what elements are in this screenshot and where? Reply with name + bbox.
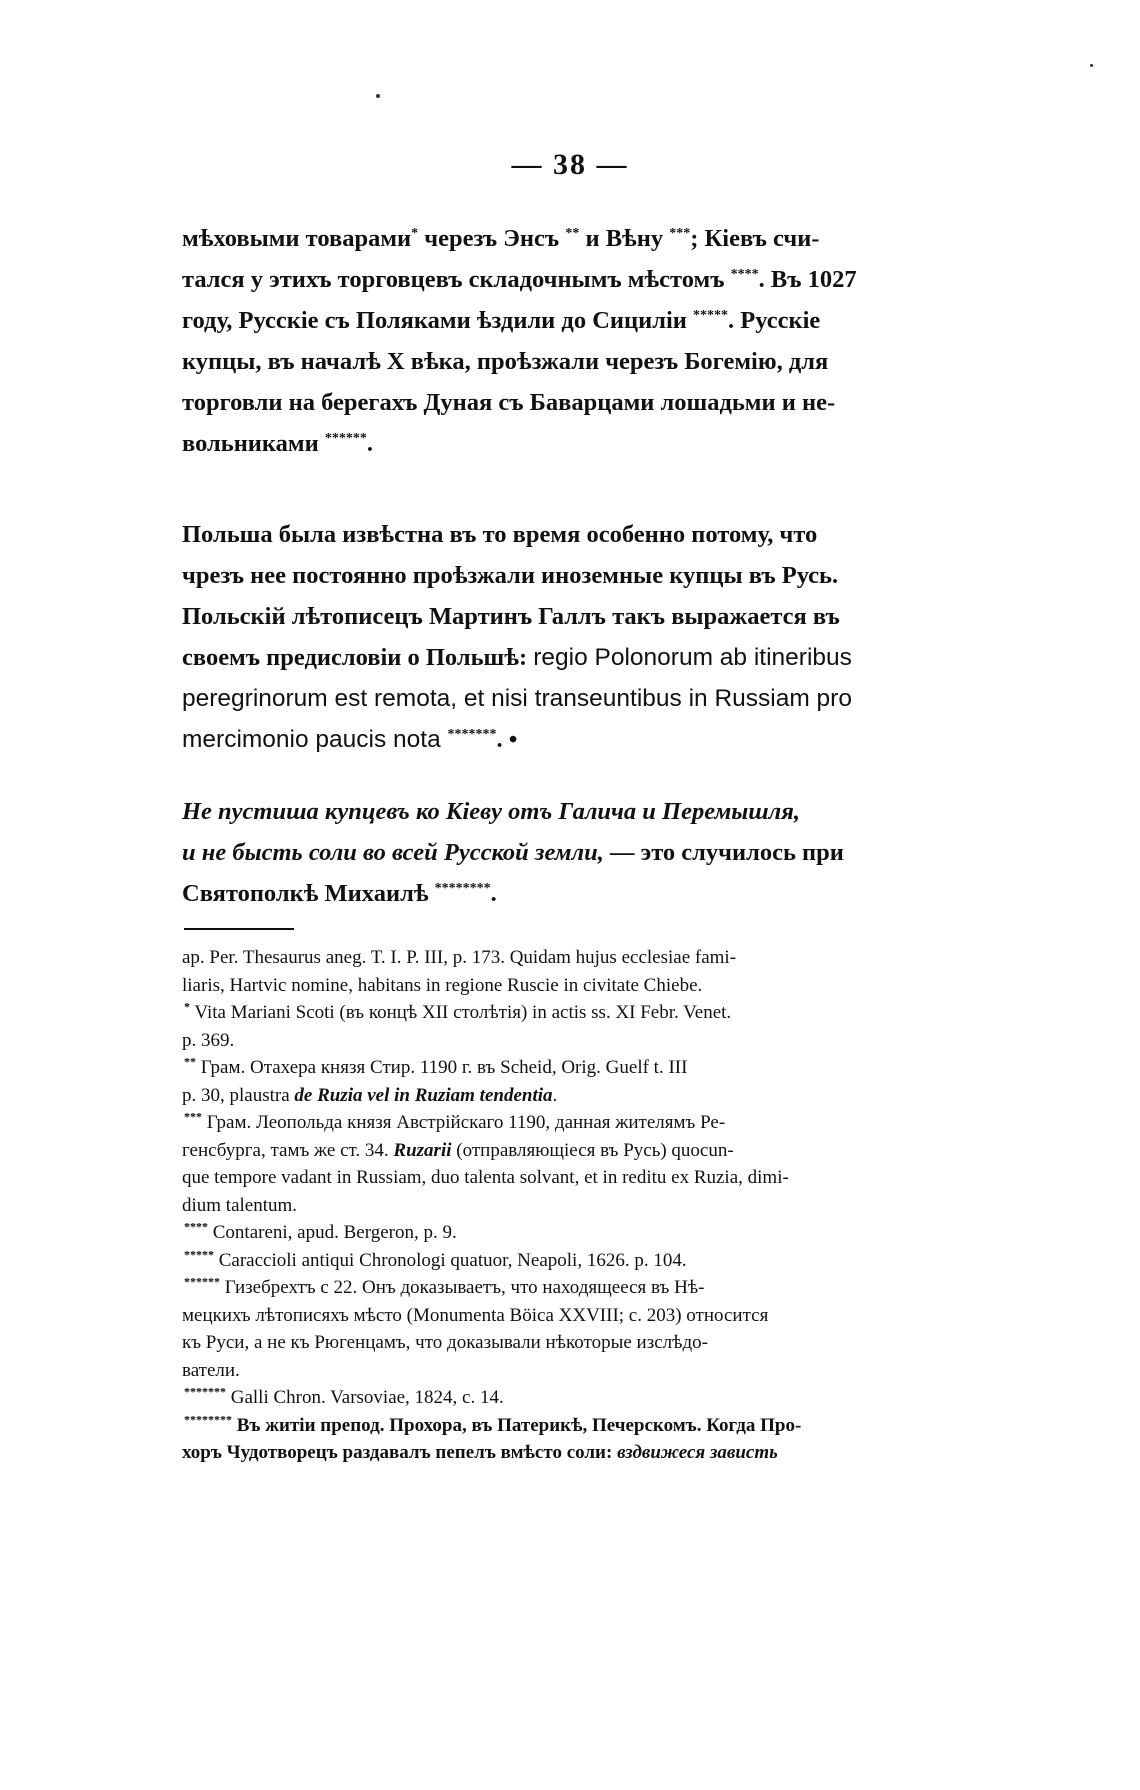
footnote-marker: ****** [324, 430, 367, 446]
footnote-line: p. 369. [182, 1029, 235, 1051]
text-span: Contareni, apud. Bergeron, p. 9. [208, 1222, 457, 1243]
text-line: Польша была извѣстна въ то время особенно потому, что [182, 521, 818, 548]
text-span: Святополкѣ Михаилѣ [182, 880, 435, 907]
paragraph-trade-routes [182, 218, 1012, 464]
text-line: торговли на берегахъ Дуная съ Баварцами лошадьми и не- [182, 389, 836, 416]
text-line: купцы, въ началѣ X вѣка, проѣзжали черезъ Богемію, для [182, 348, 829, 375]
text-span: . [490, 880, 497, 907]
footnote-marker: **** [184, 1219, 208, 1234]
text-line [182, 637, 1012, 678]
footnote-marker: **** [730, 266, 759, 282]
chronicle-quote: вздвижеся зависть [617, 1442, 778, 1463]
footnote-line: ватели. [182, 1359, 240, 1381]
footnote-line [182, 1137, 1012, 1165]
text-line [182, 259, 1012, 300]
text-span: хоръ Чудотворецъ раздавалъ пепелъ вмѣсто соли: [182, 1442, 618, 1463]
text-span: Грам. Отахера князя Стир. 1190 г. въ Scheid, Orig. Guelf t. III [196, 1057, 688, 1078]
footnote-marker: * [184, 999, 190, 1014]
footnote-line [182, 1219, 1012, 1247]
footnote-marker: ***** [693, 307, 729, 323]
latin-quote: mercimonio paucis nota [182, 726, 448, 753]
text-span: Caraccioli antiqui Chronologi quatuor, Neapoli, 1626. p. 104. [214, 1249, 687, 1271]
text-span: тался у этихъ торговцевъ складочнымъ мѣстомъ [182, 266, 731, 293]
text-span: (отправляющіеся въ Русь) quocun- [451, 1139, 734, 1161]
latin-quote: regio Polonorum ab itineribus [533, 644, 852, 671]
text-span: Galli Chron. Varsoviae, 1824, c. 14. [226, 1387, 504, 1408]
text-span: ; Кіевъ счи- [690, 225, 820, 252]
text-span: Въ житіи препод. Прохора, въ Патерикѣ, Печерскомъ. Когда Про- [232, 1414, 802, 1436]
chronicle-quote-line: Не пустиша купцевъ ко Кіеву отъ Галича и Перемышля, [182, 798, 800, 825]
text-span: черезъ Энсъ [418, 225, 566, 252]
footnote-line: dium talentum. [182, 1194, 298, 1216]
text-line [182, 873, 1012, 914]
footnote-line [182, 999, 1012, 1027]
footnote-line [182, 1384, 1012, 1412]
text-span: . [366, 430, 373, 457]
text-span: своемъ предисловіи о Польшѣ: [182, 644, 534, 671]
text-line: Польскій лѣтописецъ Мартинъ Галлъ такъ выражается въ [182, 603, 840, 630]
text-line [182, 832, 1012, 873]
text-span: — это случилось при [603, 839, 844, 866]
text-span: году, Русскіе съ Поляками ѣздили до Сициліи [182, 307, 694, 334]
text-span: . Въ 1027 [758, 266, 857, 293]
paragraph-poland [182, 514, 1012, 760]
footnote-marker: * [411, 225, 419, 241]
footnote-line [182, 1274, 1012, 1302]
ink-speck [1090, 64, 1093, 67]
chronicle-quote: и не бысть соли во всей Русской земли, [182, 839, 604, 866]
text-line [182, 423, 1012, 464]
page-number: — 38 — [511, 148, 629, 181]
footnote-line [182, 1054, 1012, 1082]
latin-quote-line: peregrinorum est remota, et nisi transeuntibus in Russiam pro [182, 685, 852, 712]
text-span: . • [496, 726, 518, 753]
footnote-marker: ******** [434, 880, 491, 896]
footnote-marker: ******* [447, 726, 497, 742]
text-span: и Вѣну [579, 225, 670, 252]
latin-quote: de Ruzia vel in Ruziam tendentia [294, 1084, 553, 1106]
footnote-marker: ****** [184, 1274, 220, 1289]
footnote-line [182, 1109, 1012, 1137]
footnote-line: que tempore vadant in Russiam, duo talenta solvant, et in reditu ex Ruzia, dimi- [182, 1167, 789, 1188]
text-line [182, 300, 1012, 341]
text-span: вольниками [182, 430, 325, 457]
footnote-marker: ** [565, 225, 580, 241]
footnote-line: мецкихъ лѣтописяхъ мѣсто (Monumenta Böica XXVIII; с. 203) относится [182, 1304, 769, 1326]
footnote-marker: *** [669, 225, 691, 241]
text-span: p. 30, plaustra [182, 1084, 295, 1106]
text-line [182, 719, 1012, 760]
paragraph-chronicle-quote [182, 791, 1012, 914]
text-span: . [552, 1084, 558, 1106]
footnote-line: liaris, Hartvic nomine, habitans in regione Ruscie in civitate Chiebe. [182, 974, 703, 996]
footnote-line [182, 1082, 1012, 1110]
footnote-line: ap. Per. Thesaurus aneg. T. I. P. III, p. 173. Quidam hujus ecclesiae fami- [182, 947, 737, 968]
footnote-line [182, 1247, 1012, 1275]
text-span: Грам. Леопольда князя Австрійскаго 1190, данная жителямъ Ре- [202, 1112, 726, 1133]
text-span: мѣховыми товарами [182, 225, 412, 252]
text-span: Гизебрехтъ с 22. Онъ доказываетъ, что находящееся въ Нѣ- [220, 1277, 705, 1298]
footnote-marker: ** [184, 1054, 196, 1069]
footnote-divider [184, 928, 294, 930]
text-span: генсбурга, тамъ же ст. 34. [182, 1139, 394, 1161]
footnote-marker: ******* [184, 1384, 226, 1399]
footnote-marker: ***** [184, 1247, 214, 1262]
footnote-marker: ******** [184, 1412, 232, 1427]
ink-speck [376, 94, 380, 98]
text-line [182, 218, 1012, 259]
footnote-line: къ Руси, а не къ Рюгенцамъ, что доказывали нѣкоторые изслѣдо- [182, 1332, 708, 1353]
footnotes [182, 944, 1012, 1467]
footnote-marker: *** [184, 1109, 202, 1124]
footnote-line [182, 1412, 1012, 1440]
text-span: . Русскіе [728, 307, 821, 334]
text-span: Vita Mariani Scoti (въ концѣ XII столѣтія) in actis ss. XI Febr. Venet. [190, 1002, 732, 1023]
latin-quote: Ruzarii [393, 1139, 452, 1161]
footnote-line [182, 1439, 1012, 1467]
text-line: чрезъ нее постоянно проѣзжали иноземные купцы въ Русь. [182, 562, 839, 589]
